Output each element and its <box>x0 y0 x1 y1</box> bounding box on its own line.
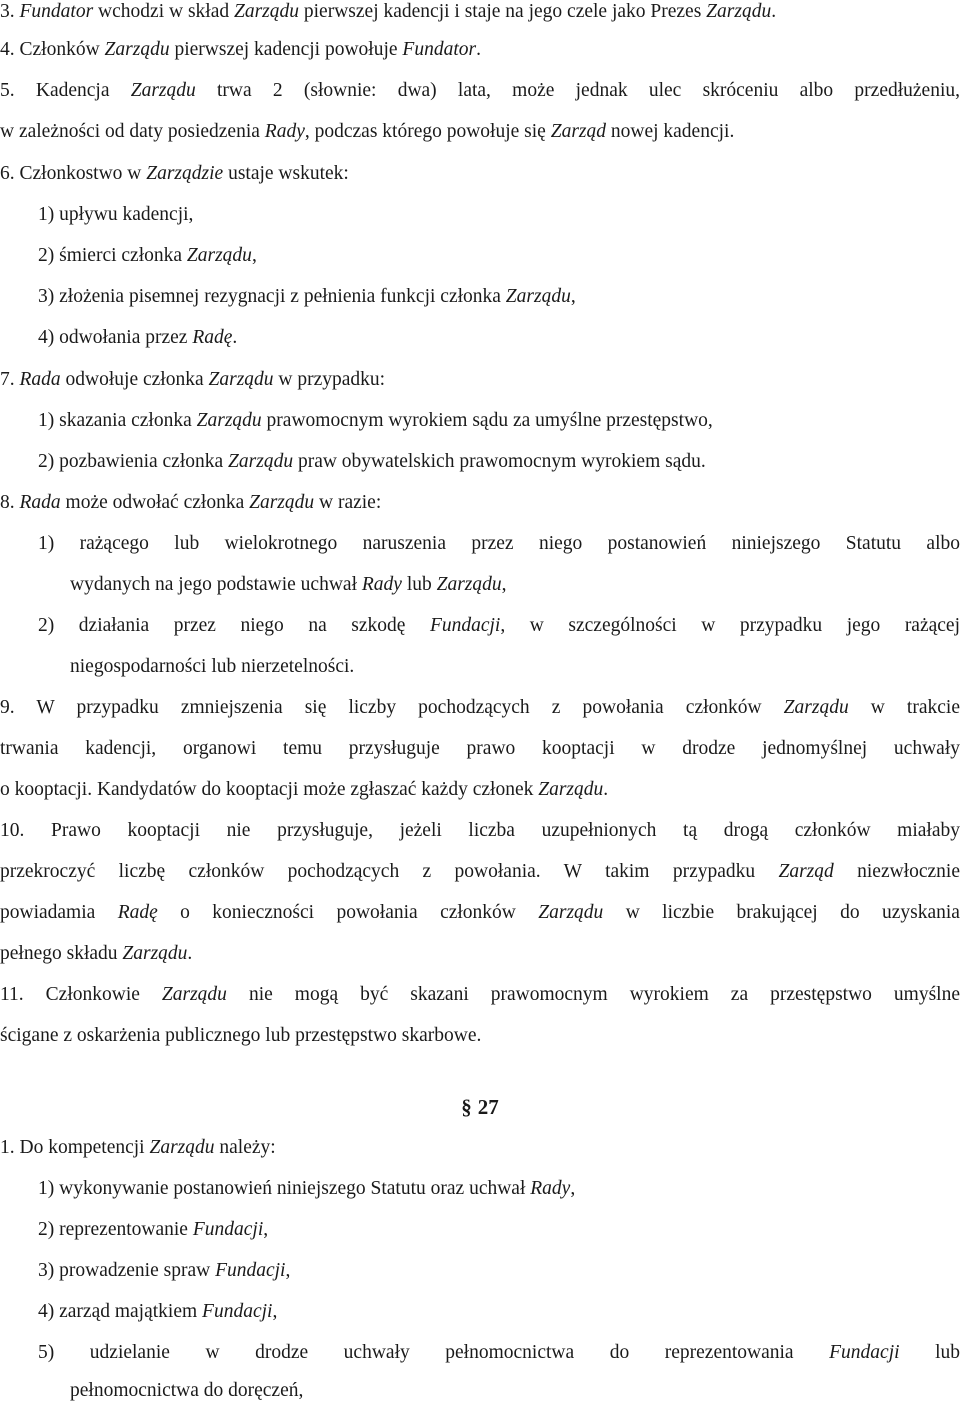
list-item: 3) złożenia pisemnej rezygnacji z pełnienia funkcji członka Zarządu, <box>38 286 576 307</box>
list-item: 1) rażącego lub wielokrotnego naruszenia przez niego postanowień niniejszego Statutu albo <box>38 533 960 554</box>
list-item: 4) zarząd majątkiem Fundacji, <box>38 1301 278 1322</box>
list-item: 1) wykonywanie postanowień niniejszego Statutu oraz uchwał Rady, <box>38 1178 576 1199</box>
list-item: 2) śmierci członka Zarządu, <box>38 245 257 266</box>
text-line: 6. Członkostwo w Zarządzie ustaje wskutek: <box>0 163 349 184</box>
text-line: ścigane z oskarżenia publicznego lub przestępstwo skarbowe. <box>0 1025 482 1046</box>
section-number: 27 <box>477 1095 499 1119</box>
list-item: 2) działania przez niego na szkodę Fundacji, w szczególności w przypadku jego rażącej <box>38 615 960 636</box>
text-line: 4. Członków Zarządu pierwszej kadencji powołuje Fundator. <box>0 39 481 60</box>
text-line: w zależności od daty posiedzenia Rady, podczas którego powołuje się Zarząd nowej kadencji. <box>0 121 735 142</box>
section-symbol: § <box>461 1095 472 1119</box>
text-line: pełnego składu Zarządu. <box>0 943 193 964</box>
list-item: 1) upływu kadencji, <box>38 204 194 225</box>
list-item-continuation: pełnomocnictwa do doręczeń, <box>70 1380 304 1401</box>
list-item: 2) pozbawienia członka Zarządu praw obywatelskich prawomocnym wyrokiem sądu. <box>38 451 706 472</box>
text-line: 11. Członkowie Zarządu nie mogą być skazani prawomocnym wyrokiem za przestępstwo umyślne <box>0 984 960 1005</box>
list-item: 5) udzielanie w drodze uchwały pełnomocnictwa do reprezentowania Fundacji lub <box>38 1342 960 1363</box>
text-line: trwania kadencji, organowi temu przysługuje prawo kooptacji w drodze jednomyślnej uchwały <box>0 738 960 759</box>
text-line: przekroczyć liczbę członków pochodzących z powołania. W takim przypadku Zarząd niezwłocznie <box>0 861 960 882</box>
text-line: 1. Do kompetencji Zarządu należy: <box>0 1137 276 1158</box>
text-line: 10. Prawo kooptacji nie przysługuje, jeżeli liczba uzupełnionych tą drogą członków miałaby <box>0 820 960 841</box>
list-item-continuation: wydanych na jego podstawie uchwał Rady lub Zarządu, <box>70 574 507 595</box>
list-item: 4) odwołania przez Radę. <box>38 327 238 348</box>
text-line: 7. Rada odwołuje członka Zarządu w przypadku: <box>0 369 386 390</box>
list-item: 1) skazania członka Zarządu prawomocnym wyrokiem sądu za umyślne przestępstwo, <box>38 410 713 431</box>
list-item: 2) reprezentowanie Fundacji, <box>38 1219 269 1240</box>
text-line: powiadamia Radę o konieczności powołania członków Zarządu w liczbie brakującej do uzyskania <box>0 902 960 923</box>
section-heading <box>0 1090 960 1124</box>
list-item-continuation: niegospodarności lub nierzetelności. <box>70 656 355 677</box>
text-line: 3. Fundator wchodzi w skład Zarządu pierwszej kadencji i staje na jego czele jako Prezes Zarządu. <box>0 1 777 22</box>
text-line: 9. W przypadku zmniejszenia się liczby pochodzących z powołania członków Zarządu w trakcie <box>0 697 960 718</box>
text-line: 5. Kadencja Zarządu trwa 2 (słownie: dwa) lata, może jednak ulec skróceniu albo przedłużeniu, <box>0 80 960 101</box>
text-line: 8. Rada może odwołać członka Zarządu w razie: <box>0 492 382 513</box>
list-item: 3) prowadzenie spraw Fundacji, <box>38 1260 291 1281</box>
text-line: o kooptacji. Kandydatów do kooptacji może zgłaszać każdy członek Zarządu. <box>0 779 609 800</box>
